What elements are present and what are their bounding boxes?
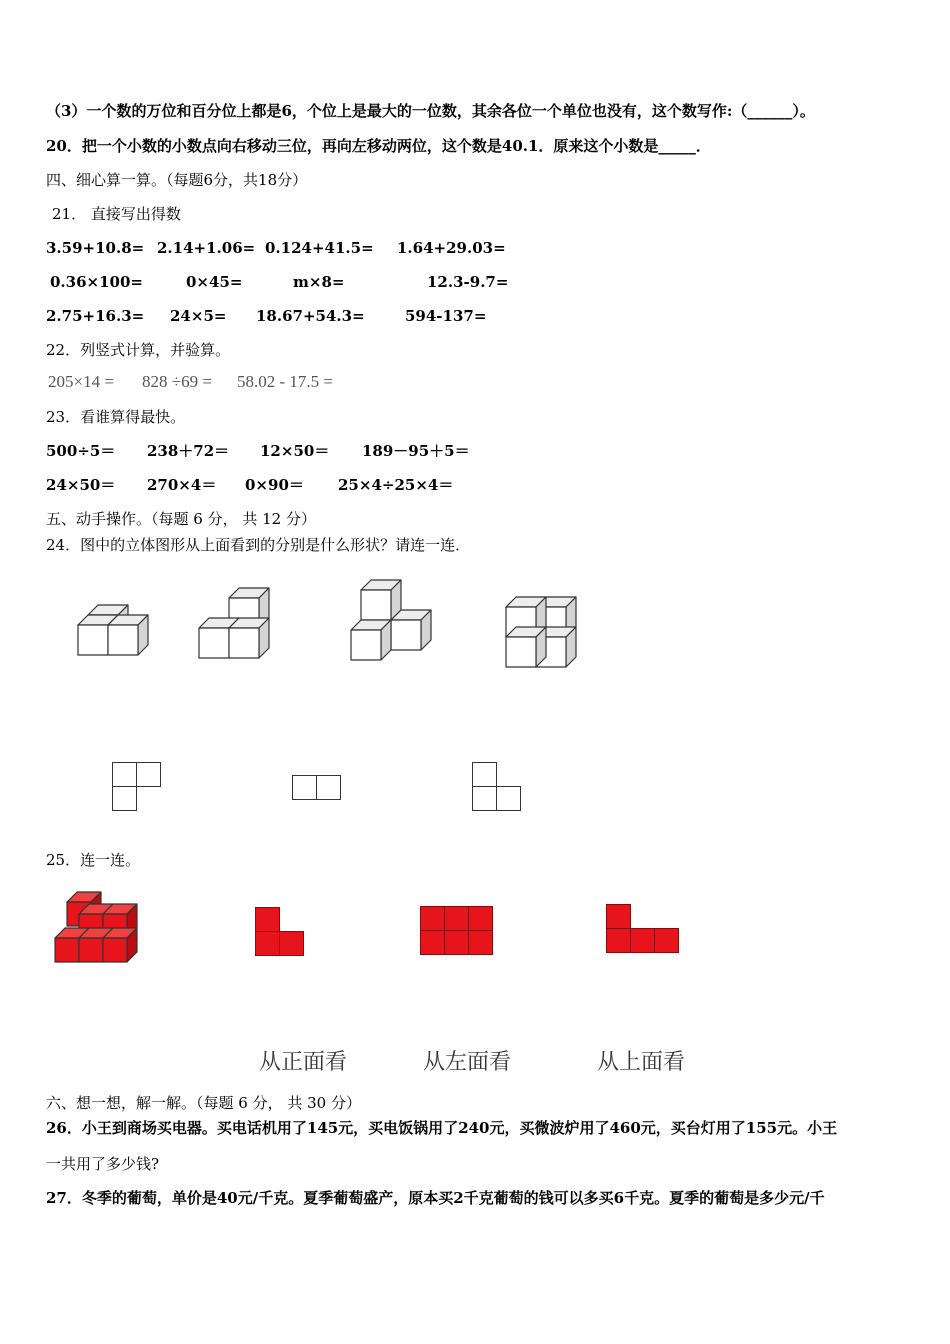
q24-solid-2 xyxy=(199,588,279,668)
q23-r1c2: 238＋72＝ xyxy=(147,442,230,460)
q24-solid-4 xyxy=(506,597,586,677)
q21-r3c4: 594-137= xyxy=(405,307,487,325)
q26-line1: 26．小王到商场买电器。买电话机用了145元，买电饭锅用了240元，买微波炉用了460元，买台灯用了155元。小王 xyxy=(46,1119,838,1137)
cube xyxy=(361,580,401,620)
q22-item1: 205×14 = xyxy=(48,372,114,391)
q25-view-c xyxy=(606,904,681,954)
cube xyxy=(391,610,431,650)
q25-red-solid xyxy=(55,892,155,972)
section-6-heading: 六、想一想，解一解。（每题 6 分， 共 30 分） xyxy=(46,1094,361,1112)
q24-solid-3 xyxy=(351,580,441,670)
q23-r1c4: 189－95＋5＝ xyxy=(362,442,470,460)
view-left-label: 从左面看 xyxy=(423,1050,512,1075)
q25-title: 25．连一连。 xyxy=(46,851,141,869)
q21-r2c4: 12.3-9.7= xyxy=(427,273,509,291)
q21-r1c4: 1.64+29.03= xyxy=(397,239,506,257)
q23-r2c3: 0×90＝ xyxy=(245,476,304,494)
q19-part3: （3）一个数的万位和百分位上都是6，个位上是最大的一位数，其余各位一个单位也没有，这个数写作:（______）。 xyxy=(46,102,815,120)
q21-r1c2: 2.14+1.06= xyxy=(157,239,256,257)
q21-r1c3: 0.124+41.5= xyxy=(265,239,374,257)
q25-view-a xyxy=(255,907,305,957)
q24-view-1 xyxy=(112,762,172,817)
q21-r3c3: 18.67+54.3= xyxy=(256,307,365,325)
q23-r2c4: 25×4÷25×4＝ xyxy=(338,476,454,494)
view-top-label: 从上面看 xyxy=(597,1050,686,1075)
q21-r3c2: 24×5= xyxy=(170,307,227,325)
cube xyxy=(108,615,148,655)
q21-r2c1: 0.36×100= xyxy=(50,273,143,291)
red-cube xyxy=(103,928,137,962)
q23-r1c1: 500÷5＝ xyxy=(46,442,116,460)
view-front-label: 从正面看 xyxy=(259,1050,348,1075)
q26-line2: 一共用了多少钱? xyxy=(46,1155,160,1173)
q23-r1c3: 12×50＝ xyxy=(260,442,330,460)
q23-title: 23．看谁算得最快。 xyxy=(46,408,186,426)
q24-solid-1 xyxy=(78,595,158,665)
q24-view-2 xyxy=(292,775,352,805)
q21-r1c1: 3.59+10.8= xyxy=(46,239,145,257)
q21-r2c3: m×8= xyxy=(293,273,345,291)
cube xyxy=(351,620,391,660)
q27: 27．冬季的葡萄，单价是40元/千克。夏季葡萄盛产，原本买2千克葡萄的钱可以多买6千克。夏季的葡萄是多少元/千 xyxy=(46,1189,825,1207)
q21-title: 21． 直接写出得数 xyxy=(52,205,181,223)
cube xyxy=(229,618,269,658)
q25-view-b xyxy=(420,906,495,956)
q20: 20．把一个小数的小数点向右移动三位，再向左移动两位，这个数是40.1．原来这个小数是_____． xyxy=(46,137,711,155)
section-4-heading: 四、细心算一算。（每题6分，共18分） xyxy=(46,171,308,189)
q24: 24．图中的立体图形从上面看到的分别是什么形状？请连一连． xyxy=(46,536,471,554)
q22-item2: 828 ÷69 = xyxy=(142,372,212,391)
q21-r3c1: 2.75+16.3= xyxy=(46,307,145,325)
q23-r2c2: 270×4＝ xyxy=(147,476,217,494)
q21-r2c2: 0×45= xyxy=(186,273,243,291)
cube xyxy=(506,627,546,667)
q24-view-3 xyxy=(472,762,532,817)
q22-title: 22．列竖式计算，并验算。 xyxy=(46,341,231,359)
section-5-heading: 五、动手操作。（每题 6 分， 共 12 分） xyxy=(46,510,316,528)
q22-item3: 58.02 - 17.5 = xyxy=(237,372,333,391)
q23-r2c1: 24×50＝ xyxy=(46,476,116,494)
